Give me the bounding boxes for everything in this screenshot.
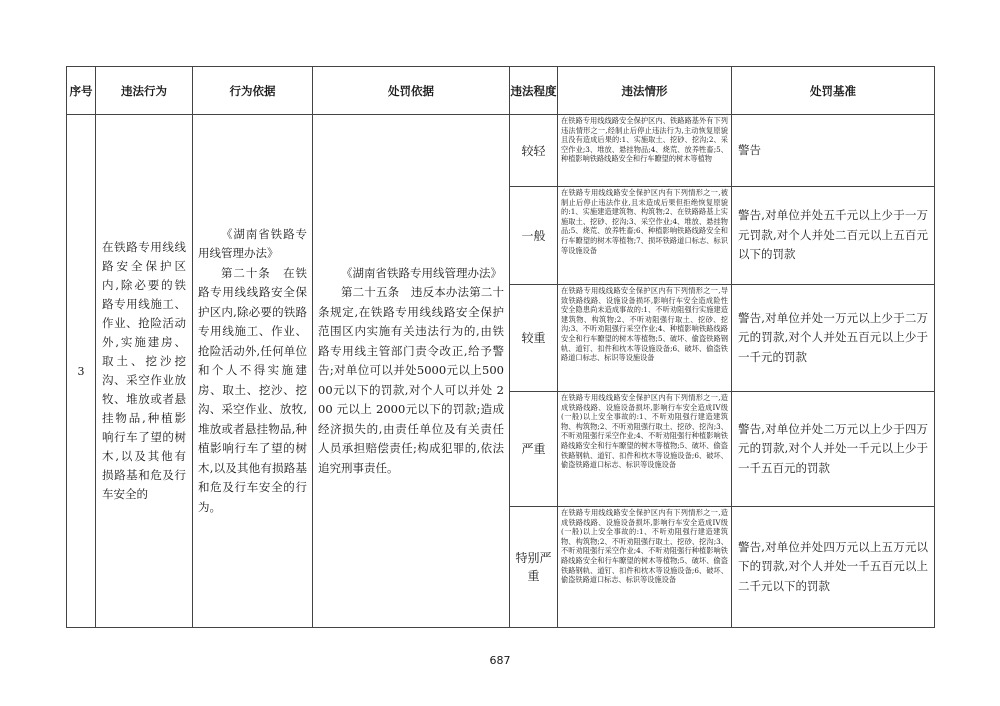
degree-extremely-severe: 特别严重 xyxy=(510,507,558,628)
degree-minor: 较轻 xyxy=(510,115,558,187)
degree-general: 一般 xyxy=(510,187,558,285)
standard-general: 警告,对单位并处五千元以上少于一万元罚款,对个人并处二百元以上五百元以下的罚款 xyxy=(732,187,935,285)
standard-extremely-severe: 警告,对单位并处四万元以上五万元以下的罚款,对个人并处一千五百元以上二千元以下的罚款 xyxy=(732,507,935,628)
header-circumstance: 违法情形 xyxy=(558,67,732,115)
header-seq: 序号 xyxy=(67,67,96,115)
circumstance-minor: 在铁路专用线线路安全保护区内、铁路路基外有下列违法情形之一,经制止后停止违法行为,主动恢复原貌且没有造成后果的:1、实施取土、挖砂、挖沟;2、采空作业;3、堆放、悬挂物品;4、烧荒、放养牲畜;5、种植影响铁路线路安全和行车瞭望的树木等植物 xyxy=(558,115,732,187)
circumstance-severe: 在铁路专用线线路安全保护区内有下列情形之一,造成铁路线路、设施设备损坏,影响行车安全造成IV级(一般)以上安全事故的:1、不听劝阻强行建造建筑物、构筑物;2、不听劝阻强行取土、挖砂、挖沟;3、不听劝阻强行采空作业;4、不听劝阻强行种植影响铁路线路安全和行车瞭望的树木等植物;5、破坏、偷盗铁路钢轨、道钉、扣件和枕木等设施设备;6、破坏、偷盗铁路道口标志、标识等设施设备 xyxy=(558,392,732,507)
circumstance-extremely-severe: 在铁路专用线线路安全保护区内有下列情形之一,造成铁路线路、设施设备损坏,影响行车安全造成IV级(一般)以上安全事故的:1、不听劝阻强行建造建筑物、构筑物;2、不听劝阻强行取土、挖砂、挖沟;3、不听劝阻强行采空作业;4、不听劝阻强行种植影响铁路线路安全和行车瞭望的树木等植物;5、破坏、偷盗铁路钢轨、道钉、扣件和枕木等设施设备;6、破坏、偷盗铁路道口标志、标识等设施设备 xyxy=(558,507,732,628)
conduct-basis-title: 《湖南省铁路专用线管理办法》 xyxy=(198,226,307,261)
standard-severe: 警告,对单位并处二万元以上少于四万元的罚款,对个人并处一千元以上少于一千五百元的罚款 xyxy=(732,392,935,507)
conduct-basis xyxy=(193,115,313,628)
penalty-basis-title: 《湖南省铁路专用线管理办法》 xyxy=(341,265,502,280)
header-behavior: 违法行为 xyxy=(96,67,193,115)
page-number: 687 xyxy=(489,654,511,667)
conduct-basis-body: 第二十条 在铁路专用线线路安全保护区内,除必要的铁路专用线施工、作业、抢险活动外,任何单位和个人不得实施建房、取土、挖沙、挖沟、采空作业、放牧,堆放或者悬挂物品,种植影响行车了望的树木,以及其他有损路基和危及行车安全的行为。 xyxy=(198,265,307,514)
standard-serious: 警告,对单位并处一万元以上少于二万元的罚款,对个人并处五百元以上少于一千元的罚款 xyxy=(732,285,935,392)
header-penalty-basis: 处罚依据 xyxy=(313,67,510,115)
header-degree: 违法程度 xyxy=(510,67,558,115)
circumstance-serious: 在铁路专用线线路安全保护区内有下列情形之一,导致铁路线路、设施设备损坏,影响行车安全造成险性安全隐患尚未造成事故的:1、不听劝阻强行实施建造建筑物、构筑物;2、不听劝阻强行取土、挖砂、挖沟;3、不听劝阻强行采空作业;4、种植影响铁路线路安全和行车瞭望的树木等植物;5、破坏、偷盗铁路钢轨、道钉、扣件和枕木等设施设备;6、破坏、偷盗铁路道口标志、标识等设施设备 xyxy=(558,285,732,392)
degree-severe: 严重 xyxy=(510,392,558,507)
header-standard: 处罚基准 xyxy=(732,67,935,115)
penalty-basis-body: 第二十五条 违反本办法第二十条规定,在铁路专用线线路安全保护范围区内实施有关违法行为的,由铁路专用线主管部门责令改正,给予警告;对单位可以并处5000元以上50000元以下的罚款,对个人可以并处 200 元以上 2000元以下的罚款;造成经济损失的,由责任单位及有关责任人员承担赔偿责任;构成犯罪的,依法追究刑事责任。 xyxy=(318,285,504,475)
penalty-basis xyxy=(313,115,510,628)
degree-serious: 较重 xyxy=(510,285,558,392)
header-row xyxy=(67,67,935,115)
circumstance-general: 在铁路专用线线路安全保护区内有下列情形之一,被制止后停止违法作业,且未造成后果但拒绝恢复原貌的:1、实施建造建筑物、构筑物;2、在铁路路基上实施取土、挖砂、挖沟;3、采空作业;4、堆放、悬挂物品;5、烧荒、放养牲畜;6、种植影响铁路线路安全和行车瞭望的树木等植物;7、损坏铁路道口标志、标识等设施设备 xyxy=(558,187,732,285)
violation-behavior: 在铁路专用线线路安全保护区内,除必要的铁路专用线施工、作业、抢险活动外,实施建房、取土、挖沙挖沟、采空作业放牧、堆放或者悬挂物品,种植影响行车了望的树木,以及其他有损路基和危及行车安全的 xyxy=(96,115,193,628)
standard-minor: 警告 xyxy=(732,115,935,187)
table-row xyxy=(67,115,935,187)
row-seq: 3 xyxy=(67,115,96,628)
header-conduct-basis: 行为依据 xyxy=(193,67,313,115)
penalty-standard-table xyxy=(66,66,935,628)
